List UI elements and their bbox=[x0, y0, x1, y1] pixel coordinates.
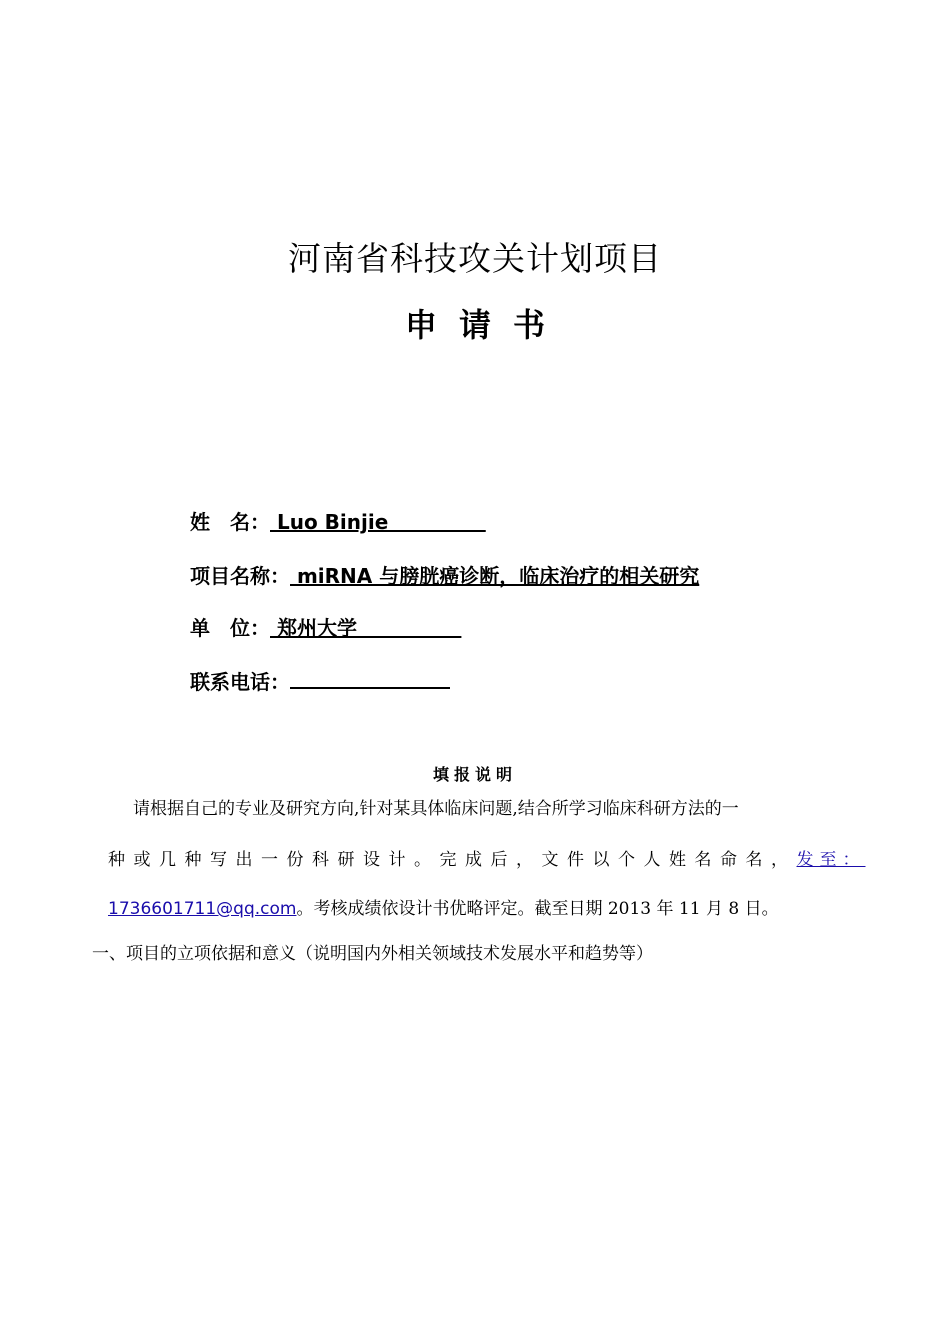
phone-blank-line bbox=[290, 669, 450, 689]
notes-line-2-text: 种或几种写出一份科研设计。完成后，文件以个人姓名命名， bbox=[108, 850, 797, 870]
project-name-field bbox=[190, 560, 699, 589]
name-value: Luo Binjie bbox=[270, 510, 486, 534]
document-subtitle: 申请书 bbox=[404, 306, 567, 344]
unit-value: 郑州大学 bbox=[270, 616, 462, 640]
send-to-link[interactable]: 发至： bbox=[796, 850, 866, 870]
unit-field bbox=[190, 612, 461, 641]
email-link[interactable]: 1736601711@qq.com bbox=[108, 899, 297, 919]
notes-line-1: 请根据自己的专业及研究方向,针对某具体临床问题,结合所学习临床科研方法的一 bbox=[133, 799, 739, 819]
section-1-heading: 一、项目的立项依据和意义（说明国内外相关领域技术发展水平和趋势等） bbox=[92, 944, 653, 964]
project-name-label: 项目名称： bbox=[190, 564, 290, 588]
name-label: 姓 名： bbox=[190, 510, 270, 534]
document-title: 河南省科技攻关计划项目 bbox=[288, 239, 662, 278]
notes-line-3-text: 。考核成绩依设计书优略评定。截至日期 2013 年 11 月 8 日。 bbox=[296, 899, 779, 919]
name-field bbox=[190, 506, 486, 535]
unit-label: 单 位： bbox=[190, 616, 270, 640]
phone-field bbox=[190, 666, 450, 695]
project-name-value: miRNA 与膀胱癌诊断，临床治疗的相关研究 bbox=[290, 564, 700, 588]
phone-label: 联系电话： bbox=[190, 670, 290, 694]
notes-line-3 bbox=[108, 894, 828, 919]
notes-title: 填报说明 bbox=[432, 765, 517, 784]
notes-line-2 bbox=[108, 845, 866, 870]
